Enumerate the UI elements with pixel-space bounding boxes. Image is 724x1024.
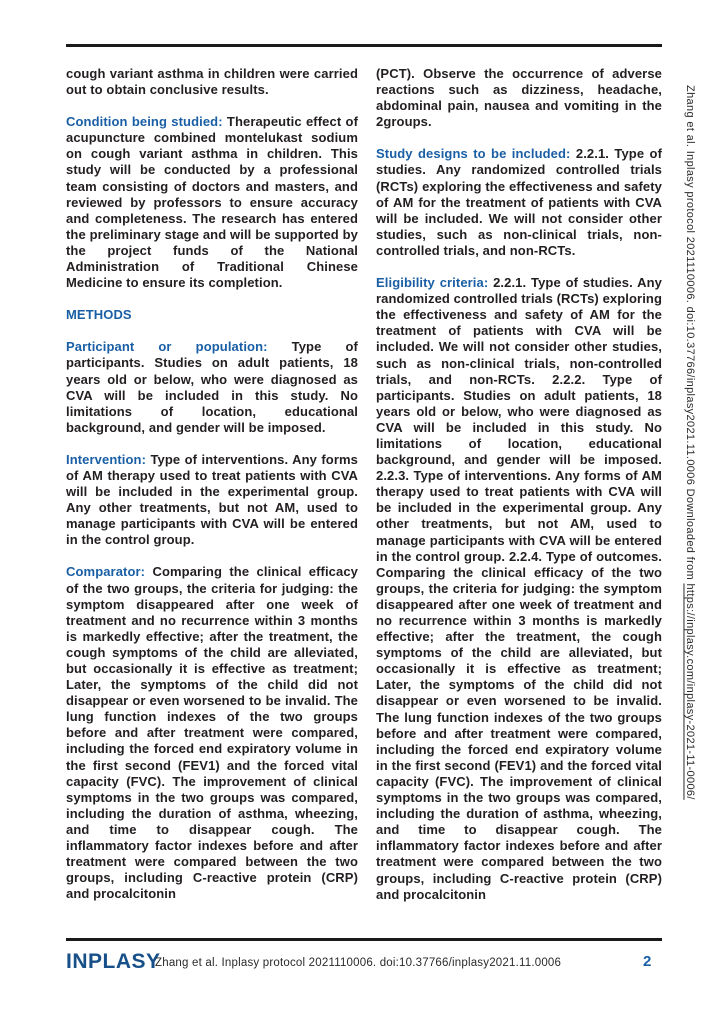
section-heading: METHODS (66, 307, 132, 323)
rotated-margin-citation (684, 85, 696, 1005)
paragraph-text: Therapeutic effect of acupuncture combined montelukast sodium on cough variant asthma in children. This study will be conducted by a professional team consisting of doctors and masters, and reviewed by professors to ensure accuracy and completeness. The research has entered the preliminary stage and will be supported by the project funds of the National Administration of Traditional Chinese Medicine to ensure its completion. (66, 114, 358, 291)
margin-citation-text: Zhang et al. Inplasy protocol 2021110006. doi:10.37766/inplasy2021.11.0006 Downloaded from (684, 85, 696, 584)
paragraph-text: 2.2.1. Type of studies. Any randomized controlled trials (RCTs) exploring the effectiveness and safety of AM for the treatment of patients with CVA will be included. We will not consider other studies, such as non-clinical trials, non-controlled trials, and non-RCTs. 2.2.2. Type of participants. Studies on adult patients, 18 years old or below, who were diagnosed as CVA will be included in this study. No limitations of location, educational background, and gender will be imposed. 2.2.3. Type of interventions. Any forms of AM therapy used to treat patients with CVA will be included in the experimental group. Any other treatments, but not AM, used to manage participants with CVA will be entered in the control group. 2.2.4. Type of outcomes. Comparing the clinical efficacy of the two groups, the criteria for judging: the symptom disappeared after one week of treatment and no recurrence within 3 months is markedly effective; after the treatment, the cough symptoms of the child are alleviated, but occasionally it is effective as treatment; Later, the symptoms of the child did not disappear or even worsened to be invalid. The lung function indexes of the two groups before and after treatment were compared, including the forced end expiratory volume in the first second (FEV1) and the forced vital capacity (FVC). The improvement of clinical symptoms in the two groups was compared, including the duration of asthma, wheezing, and time to disappear cough. The inflammatory factor indexes before and after treatment were compared between the two groups, including C-reactive protein (CRP) and procalcitonin (376, 275, 662, 902)
top-rule (66, 44, 662, 47)
run-in-heading: Intervention: (66, 451, 151, 467)
footer-rule (66, 938, 662, 941)
paragraph-text: Type of participants. Studies on adult patients, 18 years old or below, who were diagnosed as CVA will be included in this study. No limitations of location, educational background, and gender will be imposed. (66, 339, 358, 435)
paragraph (66, 452, 358, 549)
margin-citation-link[interactable]: https://inplasy.com/inplasy-2021-11-0006/ (684, 583, 696, 800)
paragraph (66, 66, 358, 98)
run-in-heading: Participant or population: (66, 339, 292, 355)
paragraph (376, 275, 662, 903)
run-in-heading: Eligibility criteria: (376, 275, 494, 291)
paragraph-text: 2.2.1. Type of studies. Any randomized controlled trials (RCTs) exploring the effectiveness and safety of AM for the treatment of patients with CVA will be included. We will not consider other studies, such as non-clinical trials, non-controlled trials, and non-RCTs. (376, 146, 663, 258)
paragraph-text: Type of interventions. Any forms of AM therapy used to treat patients with CVA will be included in the experimental group. Any other treatments, but not AM, used to manage participants with CVA will be entered in the control group. (66, 451, 358, 548)
article-body (66, 66, 662, 903)
paragraph-text: cough variant asthma in children were carried out to obtain conclusive results. (66, 66, 358, 98)
paragraph-text: (PCT). Observe the occurrence of adverse reactions such as dizziness, headache, abdominal pain, nausea and vomiting in the 2groups. (376, 66, 662, 130)
right-column (376, 66, 662, 903)
paragraph (66, 564, 358, 902)
inplasy-logo: INPLASY (66, 950, 161, 973)
paragraph (376, 66, 662, 130)
page-number: 2 (643, 953, 652, 970)
run-in-heading: Comparator: (66, 564, 153, 580)
run-in-heading: Study designs to be included: (376, 146, 576, 162)
footer-citation: Zhang et al. Inplasy protocol 2021110006. doi:10.37766/inplasy2021.11.0006 (155, 957, 562, 969)
left-column (66, 66, 358, 903)
paragraph (66, 339, 358, 436)
paragraph (376, 146, 662, 259)
paragraph-text: Comparing the clinical efficacy of the two groups, the criteria for judging: the symptom disappeared after one week of treatment and no recurrence within 3 months is markedly effective; after the treatment, the cough symptoms of the child are alleviated, but occasionally it is effective as treatment; Later, the symptoms of the child did not disappear or even worsened to be invalid. The lung function indexes of the two groups before and after treatment were compared, including the forced end expiratory volume in the first second (FEV1) and the forced vital capacity (FVC). The improvement of clinical symptoms in the two groups was compared, including the duration of asthma, wheezing, and time to disappear cough. The inflammatory factor indexes before and after treatment were compared between the two groups, including C-reactive protein (CRP) and procalcitonin (66, 564, 358, 902)
paragraph (66, 114, 358, 291)
run-in-heading: Condition being studied: (66, 114, 227, 130)
